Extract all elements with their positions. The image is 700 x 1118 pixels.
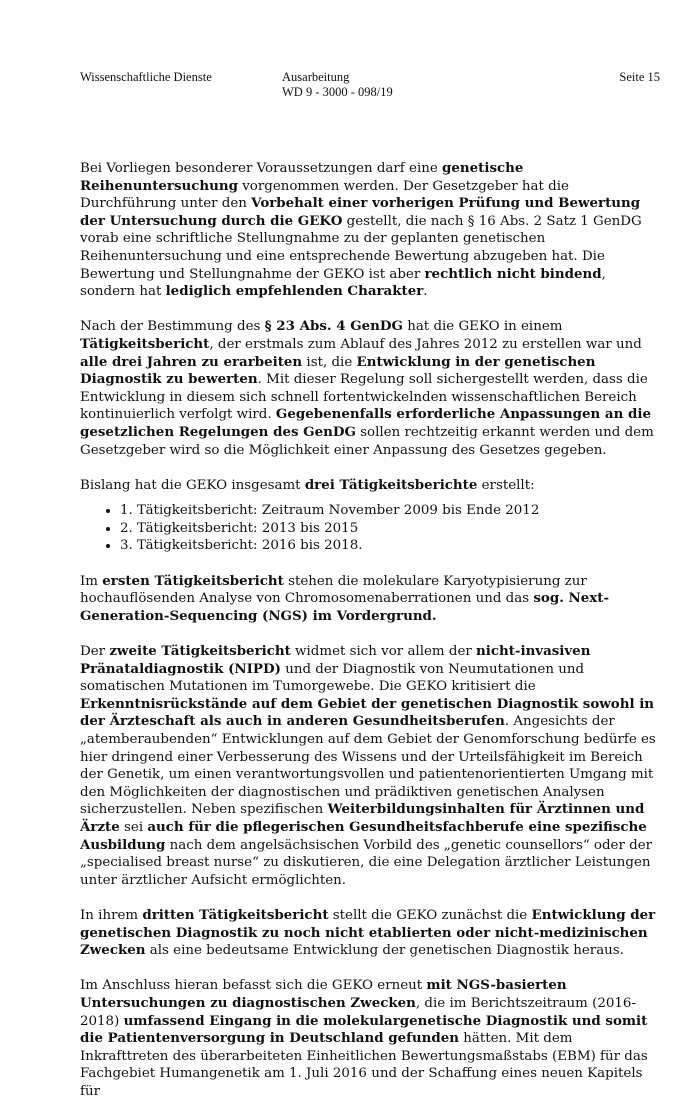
text-run: , der erstmals zum Ablauf des Jahres 2012 zu erstellen war und [209,336,642,352]
text-run: Nach der Bestimmung des [80,319,265,335]
text-run: stellt die GEKO zunächst die [328,907,532,923]
text-run: hat die GEKO in einem [402,319,563,335]
bold-run: Gegebenenfalls erforderliche Anpassungen an die gesetzlichen Regelungen des GenDG [80,406,651,440]
text-run: Im [80,573,103,589]
list-item: • 1. Tätigkeitsbericht: Zeitraum November 2009 bis Ende 2012 [120,502,660,520]
paragraph-reihenuntersuchung [80,160,660,301]
text-run: gestellt, die nach § 16 Abs. 2 Satz 1 GenDG vorab eine schriftliche Stellungnahme zu der geplanten genetischen Reihenuntersuchung und eine entsprechende Bewertung abzugeben hat. Die Bewertung und Stellungnahme der GEKO ist aber [80,213,642,282]
document-body [80,160,660,1118]
bold-run: auch für die pflegerischen Gesundheitsfachberufe eine spezifische Ausbildung [80,818,647,853]
text-run: , sondern hat [80,266,606,300]
bold-run: Erkenntnisrückstände auf dem Gebiet der genetischen Diagnostik sowohl in der Ärzteschaft als auch in anderen Gesundheitsberufen [80,695,655,730]
bold-run: genetische Reihenuntersuchung [80,160,524,194]
paragraph-ngs-untersuchungen [80,977,660,1100]
bold-run: umfassend Eingang in die molekulargenetische Diagnostik und somit die Patientenversorgung in Deutschland gefunden [80,1012,648,1047]
text-run: erstellt: [477,477,535,493]
text-run: und der Diagnostik von Neumutationen und somatischen Mutationen im Tumorgewebe. Die GEKO kritisiert die [80,661,585,695]
page-header [80,70,660,104]
bold-run: Entwicklung in der genetischen Diagnostik zu bewerten [80,353,596,388]
bold-run: § 23 Abs. 4 GenDG [264,318,403,335]
header-department: Wissenschaftliche Dienste [80,70,212,84]
header-page-number: Seite 15 [619,70,660,84]
text-run: sei [119,819,148,835]
bold-run: mit NGS-basierten Untersuchungen zu diagnostischen Zwecken [80,977,567,1011]
bold-run: Vorbehalt einer vorherigen Prüfung und Bewertung der Untersuchung durch die GEKO [80,195,641,229]
text-run: . Mit dieser Regelung soll sichergestellt werden, dass die Entwicklung in diesem sich schnell fortentwickelnden wissenschaftlichen Bereich kontinuierlich verfolgt wird. [80,372,648,423]
bold-run: nicht-invasiven Pränataldiagnostik (NIPD) [80,643,591,677]
bold-run: lediglich empfehlenden Charakter [165,283,424,300]
text-run: als eine bedeutsame Entwicklung der genetischen Diagnostik heraus. [145,943,624,959]
bold-run: ersten Tätigkeitsbericht [102,572,284,589]
paragraph-taetigkeitsbericht [80,318,660,459]
bold-run: zweite Tätigkeitsbericht [109,643,291,660]
bold-run: drei Tätigkeitsberichte [304,476,478,493]
paragraph-erster-bericht [80,573,660,626]
text-run: Bislang hat die GEKO insgesamt [80,477,305,493]
paragraph-zweiter-bericht [80,643,660,889]
bold-run: dritten Tätigkeitsbericht [142,906,329,923]
reports-list [80,502,660,555]
text-run: . [423,284,428,300]
list-item: • 3. Tätigkeitsbericht: 2016 bis 2018. [120,537,660,555]
text-run: Im Anschluss hieran befasst sich die GEKO erneut [80,978,427,994]
text-run: , die im Berichtszeitraum (2016-2018) [80,995,636,1029]
text-run: stehen die molekulare Karyotypisierung zur hochauflösenden Analyse von Chromosomenaberrationen und das [80,573,587,607]
text-run: Bei Vorliegen besonderer Voraussetzungen darf eine [80,161,443,176]
header-document-type [282,70,393,100]
text-run: sollen rechtzeitig erkannt werden und dem Gesetzgeber wird so die Möglichkeit einer Anpassung des Gesetzes gegeben. [80,424,654,458]
list-item: • 2. Tätigkeitsbericht: 2013 bis 2015 [120,520,660,538]
text-run: In ihrem [80,907,143,923]
text-run: Der [80,644,110,660]
text-run: vorgenommen werden. Der Gesetzgeber hat die Durchführung unter den [80,178,569,212]
bold-run: alle drei Jahren zu erarbeiten [80,353,303,370]
bold-run: Weiterbildungsinhalten für Ärztinnen und Ärzte [80,801,645,835]
bold-run: sog. Next-Generation-Sequencing (NGS) im Vordergrund. [80,590,610,624]
bold-run: rechtlich nicht bindend [424,265,602,282]
text-run: hätten. Mit dem Inkrafttreten des überarbeiteten Einheitlichen Bewertungsmaßstabs (EBM) für das Fachgebiet Humangenetik am 1. Juli 2016 und der Schaffung eines neuen Kapitels für [80,1031,648,1099]
header-document-label: Ausarbeitung [282,70,350,84]
bold-run: Entwicklung der genetischen Diagnostik zu noch nicht etablierten oder nicht-medizinischen Zwecken [80,906,656,959]
text-run: widmet sich vor allem der [290,644,477,660]
text-run: ist, die [302,354,357,370]
header-document-number: WD 9 - 3000 - 098/19 [282,85,393,99]
paragraph-dritter-bericht [80,907,660,960]
text-run: nach dem angelsächsischen Vorbild des „genetic counsellors“ oder der „specialised breast nurse“ zu diskutieren, die eine Delegation ärztlicher Leistungen unter ärztlicher Aufsicht ermöglichten. [80,837,653,888]
text-run: . Angesichts der „atemberaubenden“ Entwicklungen auf dem Gebiet der Genomforschung bedürfe es hier dringend einer Verbesserung des Wissens und der Urteilsfähigkeit im Bereich der Genetik, um einen verantwortungsvollen und patientenorientierten Umgang mit den Möglichkeiten der diagnostischen und prädiktiven genetischen Analysen sicherzustellen. Neben spezifischen [80,714,656,818]
bold-run: Tätigkeitsbericht [80,335,210,352]
paragraph-bislang [80,477,660,495]
